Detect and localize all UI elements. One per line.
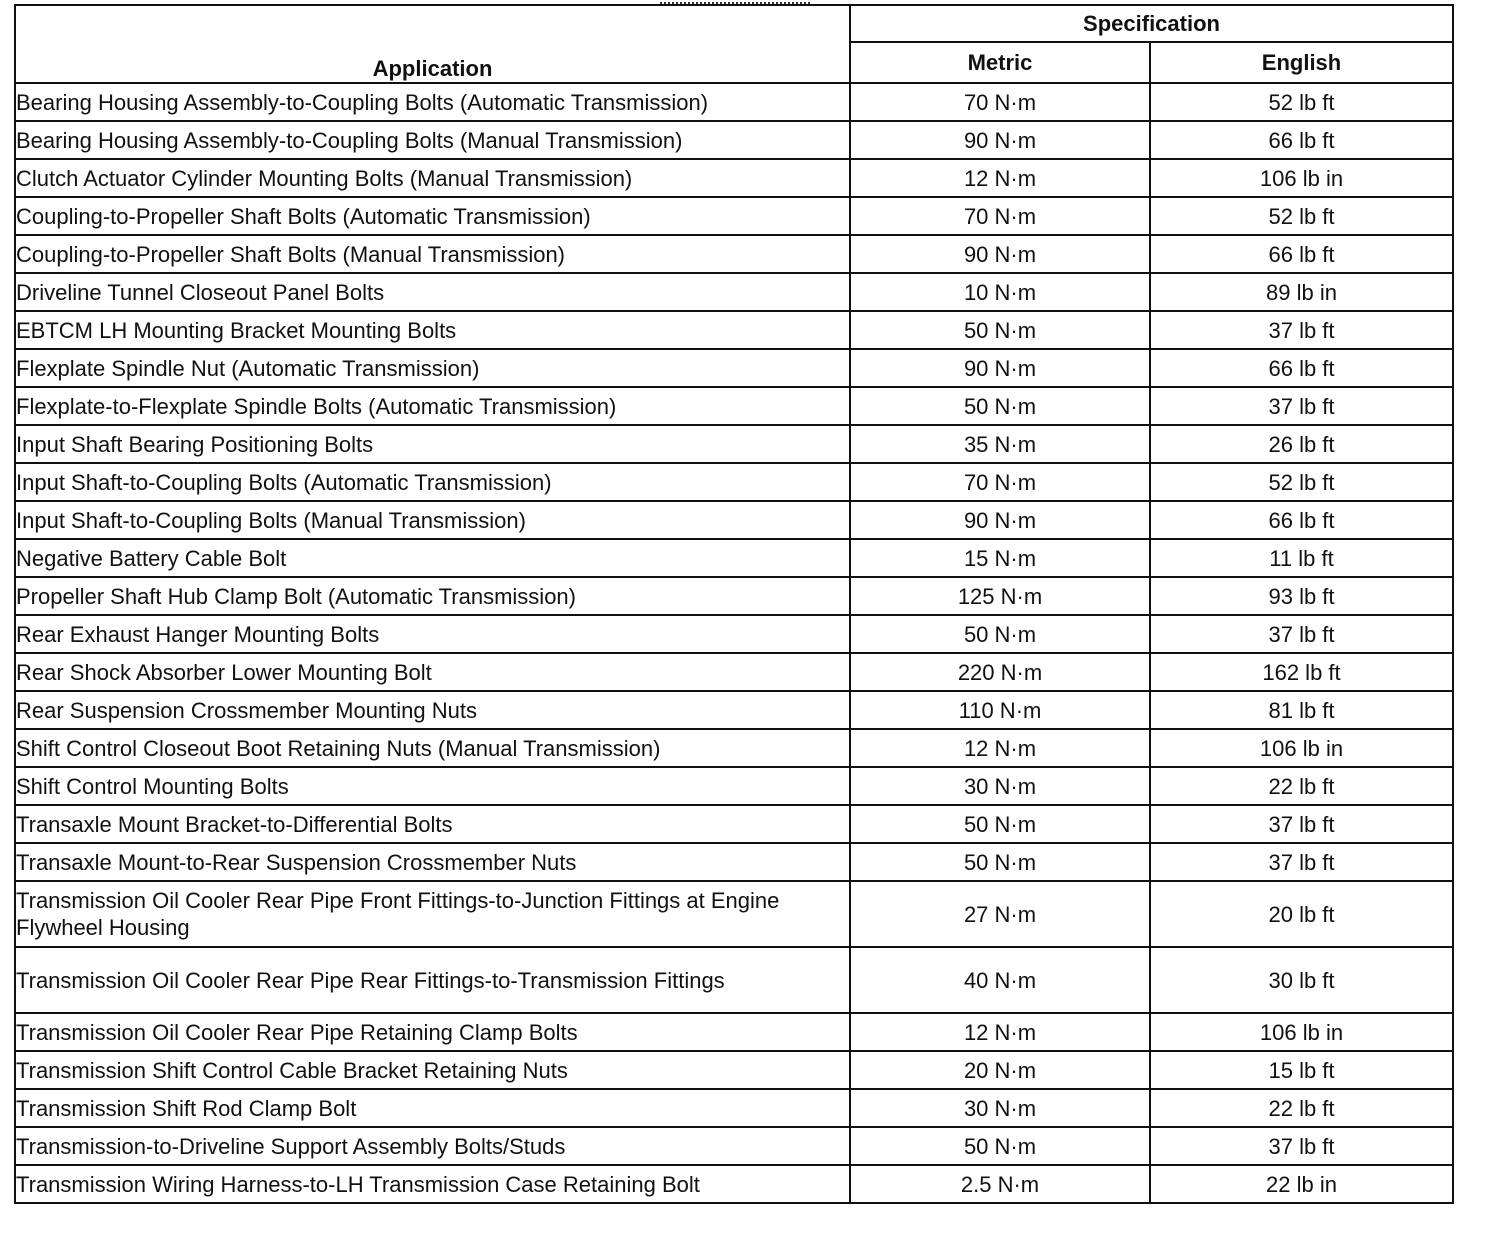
table-row <box>15 501 1453 539</box>
application-cell: Negative Battery Cable Bolt <box>15 539 850 577</box>
application-cell: Input Shaft-to-Coupling Bolts (Automatic Transmission) <box>15 463 850 501</box>
table-row <box>15 615 1453 653</box>
table-row <box>15 83 1453 121</box>
english-cell: 30 lb ft <box>1150 947 1453 1013</box>
table-row <box>15 1165 1453 1203</box>
table-row <box>15 805 1453 843</box>
table-row <box>15 235 1453 273</box>
metric-cell: 10 N·m <box>850 273 1150 311</box>
metric-cell: 30 N·m <box>850 1089 1150 1127</box>
metric-cell: 70 N·m <box>850 83 1150 121</box>
metric-cell: 90 N·m <box>850 121 1150 159</box>
table-row <box>15 767 1453 805</box>
metric-cell: 12 N·m <box>850 159 1150 197</box>
metric-cell: 50 N·m <box>850 805 1150 843</box>
english-cell: 37 lb ft <box>1150 311 1453 349</box>
application-cell: Transmission Shift Rod Clamp Bolt <box>15 1089 850 1127</box>
table-row <box>15 425 1453 463</box>
table-row <box>15 653 1453 691</box>
application-cell: Input Shaft Bearing Positioning Bolts <box>15 425 850 463</box>
english-cell: 37 lb ft <box>1150 1127 1453 1165</box>
torque-specification-table <box>14 4 1454 1204</box>
table-row <box>15 197 1453 235</box>
english-cell: 66 lb ft <box>1150 501 1453 539</box>
application-cell: Shift Control Closeout Boot Retaining Nuts (Manual Transmission) <box>15 729 850 767</box>
table-row <box>15 843 1453 881</box>
english-cell: 81 lb ft <box>1150 691 1453 729</box>
table-row <box>15 1013 1453 1051</box>
table-row <box>15 881 1453 947</box>
metric-cell: 220 N·m <box>850 653 1150 691</box>
english-cell: 37 lb ft <box>1150 843 1453 881</box>
english-cell: 20 lb ft <box>1150 881 1453 947</box>
table-body <box>15 83 1453 1203</box>
metric-cell: 27 N·m <box>850 881 1150 947</box>
table-row <box>15 121 1453 159</box>
table-row <box>15 463 1453 501</box>
metric-cell: 35 N·m <box>850 425 1150 463</box>
application-cell: Clutch Actuator Cylinder Mounting Bolts (Manual Transmission) <box>15 159 850 197</box>
application-cell: Flexplate Spindle Nut (Automatic Transmission) <box>15 349 850 387</box>
english-cell: 22 lb ft <box>1150 1089 1453 1127</box>
english-cell: 52 lb ft <box>1150 197 1453 235</box>
english-cell: 66 lb ft <box>1150 235 1453 273</box>
application-cell: Driveline Tunnel Closeout Panel Bolts <box>15 273 850 311</box>
metric-cell: 70 N·m <box>850 463 1150 501</box>
application-cell: Coupling-to-Propeller Shaft Bolts (Manual Transmission) <box>15 235 850 273</box>
english-cell: 22 lb in <box>1150 1165 1453 1203</box>
application-cell: Transaxle Mount Bracket-to-Differential Bolts <box>15 805 850 843</box>
english-cell: 26 lb ft <box>1150 425 1453 463</box>
metric-cell: 125 N·m <box>850 577 1150 615</box>
application-cell: Transmission Shift Control Cable Bracket Retaining Nuts <box>15 1051 850 1089</box>
english-cell: 162 lb ft <box>1150 653 1453 691</box>
application-cell: Bearing Housing Assembly-to-Coupling Bolts (Automatic Transmission) <box>15 83 850 121</box>
metric-cell: 90 N·m <box>850 349 1150 387</box>
metric-cell: 40 N·m <box>850 947 1150 1013</box>
english-cell: 15 lb ft <box>1150 1051 1453 1089</box>
application-cell: Transmission Oil Cooler Rear Pipe Front Fittings-to-Junction Fittings at Engine Flywheel Housing <box>15 881 850 947</box>
english-cell: 106 lb in <box>1150 1013 1453 1051</box>
metric-cell: 90 N·m <box>850 235 1150 273</box>
metric-cell: 50 N·m <box>850 1127 1150 1165</box>
table-row <box>15 577 1453 615</box>
specification-header: Specification <box>850 5 1453 42</box>
metric-cell: 90 N·m <box>850 501 1150 539</box>
application-header: Application <box>15 5 850 83</box>
metric-header: Metric <box>850 42 1150 83</box>
metric-cell: 50 N·m <box>850 615 1150 653</box>
application-cell: Transaxle Mount-to-Rear Suspension Crossmember Nuts <box>15 843 850 881</box>
english-cell: 37 lb ft <box>1150 805 1453 843</box>
metric-cell: 50 N·m <box>850 387 1150 425</box>
metric-cell: 50 N·m <box>850 311 1150 349</box>
application-cell: Shift Control Mounting Bolts <box>15 767 850 805</box>
table-row <box>15 729 1453 767</box>
table-row <box>15 539 1453 577</box>
english-cell: 52 lb ft <box>1150 463 1453 501</box>
english-cell: 66 lb ft <box>1150 349 1453 387</box>
application-cell: Coupling-to-Propeller Shaft Bolts (Automatic Transmission) <box>15 197 850 235</box>
english-cell: 37 lb ft <box>1150 387 1453 425</box>
application-cell: EBTCM LH Mounting Bracket Mounting Bolts <box>15 311 850 349</box>
english-cell: 52 lb ft <box>1150 83 1453 121</box>
metric-cell: 50 N·m <box>850 843 1150 881</box>
table-row <box>15 1051 1453 1089</box>
application-cell: Transmission-to-Driveline Support Assembly Bolts/Studs <box>15 1127 850 1165</box>
table-row <box>15 387 1453 425</box>
english-cell: 89 lb in <box>1150 273 1453 311</box>
metric-cell: 110 N·m <box>850 691 1150 729</box>
application-cell: Rear Exhaust Hanger Mounting Bolts <box>15 615 850 653</box>
application-cell: Bearing Housing Assembly-to-Coupling Bolts (Manual Transmission) <box>15 121 850 159</box>
metric-cell: 20 N·m <box>850 1051 1150 1089</box>
application-cell: Transmission Oil Cooler Rear Pipe Retaining Clamp Bolts <box>15 1013 850 1051</box>
application-cell: Rear Shock Absorber Lower Mounting Bolt <box>15 653 850 691</box>
english-cell: 66 lb ft <box>1150 121 1453 159</box>
table-row <box>15 947 1453 1013</box>
application-cell: Transmission Wiring Harness-to-LH Transmission Case Retaining Bolt <box>15 1165 850 1203</box>
english-cell: 37 lb ft <box>1150 615 1453 653</box>
english-cell: 93 lb ft <box>1150 577 1453 615</box>
english-cell: 106 lb in <box>1150 159 1453 197</box>
table-row <box>15 349 1453 387</box>
table-row <box>15 691 1453 729</box>
application-cell: Rear Suspension Crossmember Mounting Nuts <box>15 691 850 729</box>
application-cell: Input Shaft-to-Coupling Bolts (Manual Transmission) <box>15 501 850 539</box>
application-cell: Propeller Shaft Hub Clamp Bolt (Automatic Transmission) <box>15 577 850 615</box>
application-cell: Flexplate-to-Flexplate Spindle Bolts (Automatic Transmission) <box>15 387 850 425</box>
english-cell: 22 lb ft <box>1150 767 1453 805</box>
metric-cell: 12 N·m <box>850 1013 1150 1051</box>
metric-cell: 70 N·m <box>850 197 1150 235</box>
table-row <box>15 159 1453 197</box>
table-row <box>15 1089 1453 1127</box>
metric-cell: 2.5 N·m <box>850 1165 1150 1203</box>
english-cell: 11 lb ft <box>1150 539 1453 577</box>
table-row <box>15 1127 1453 1165</box>
metric-cell: 12 N·m <box>850 729 1150 767</box>
table-row <box>15 273 1453 311</box>
application-cell: Transmission Oil Cooler Rear Pipe Rear Fittings-to-Transmission Fittings <box>15 947 850 1013</box>
english-header: English <box>1150 42 1453 83</box>
metric-cell: 15 N·m <box>850 539 1150 577</box>
metric-cell: 30 N·m <box>850 767 1150 805</box>
table-row <box>15 311 1453 349</box>
english-cell: 106 lb in <box>1150 729 1453 767</box>
